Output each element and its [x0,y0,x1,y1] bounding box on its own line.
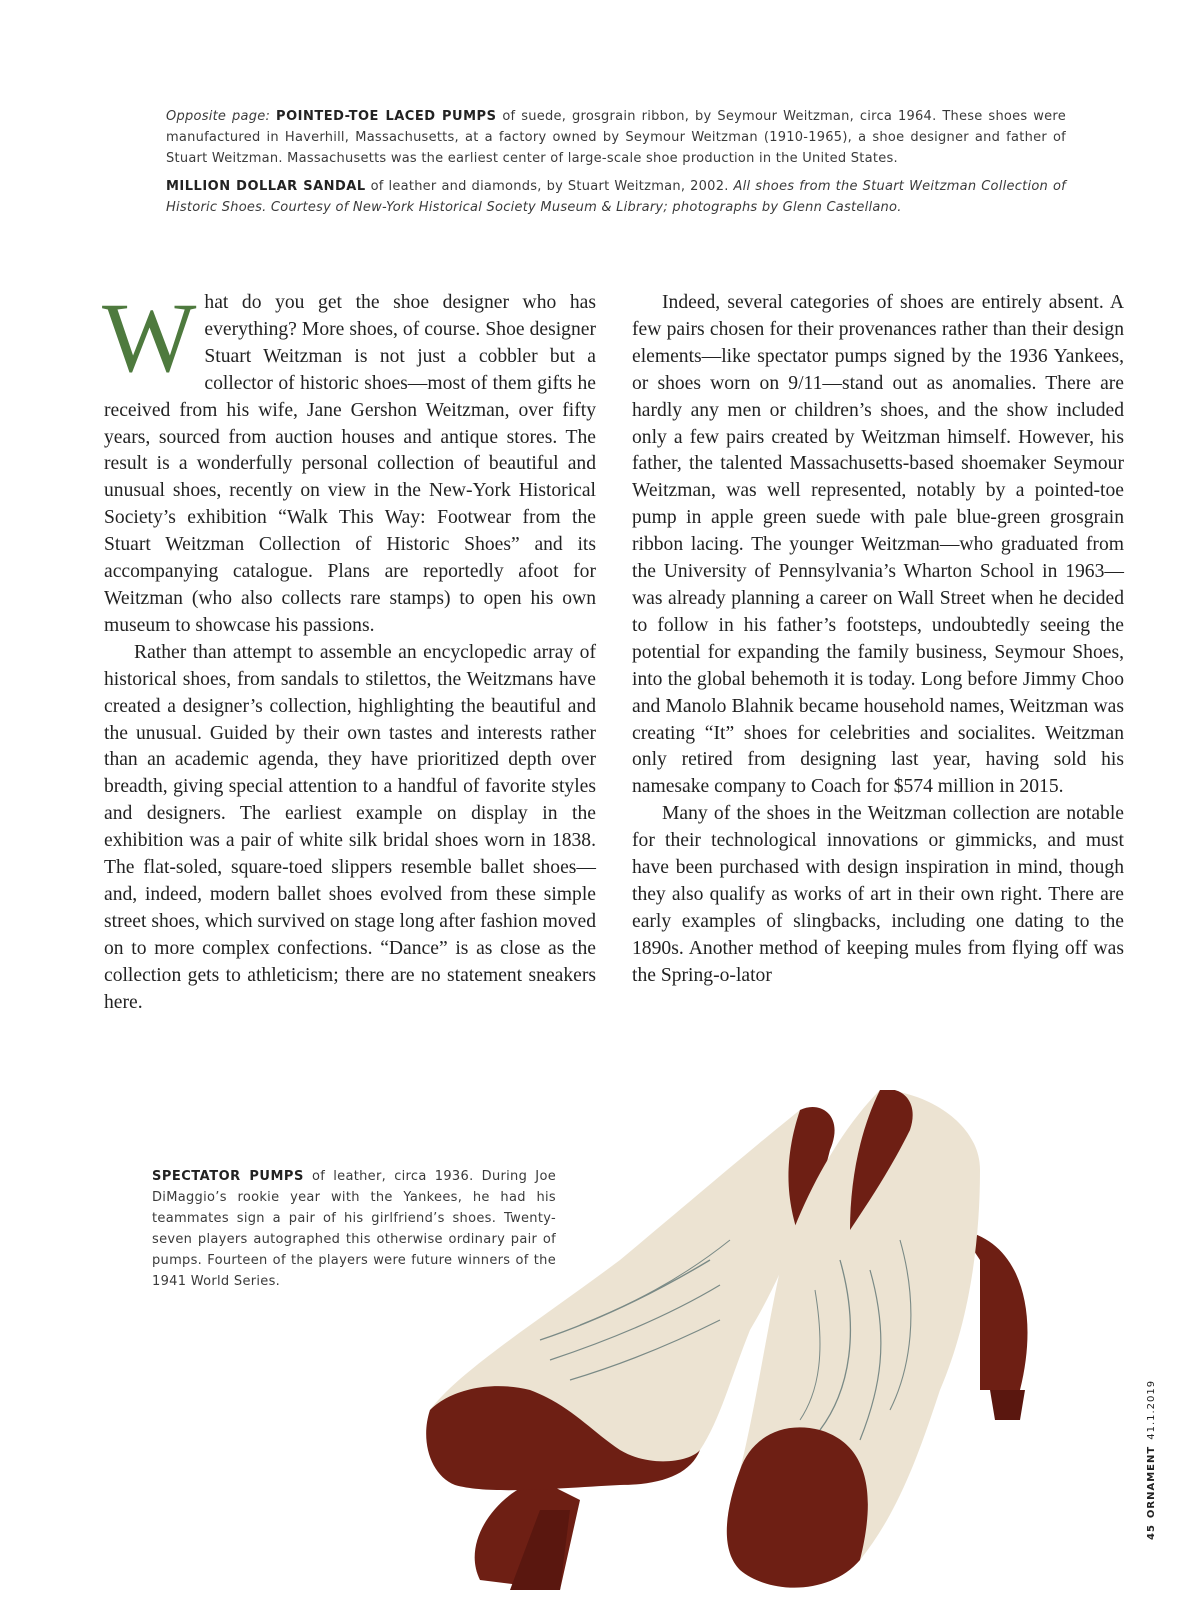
article-paragraph-3: Indeed, several categories of shoes are entirely absent. A few pairs chosen for their provenances rather than their design elements—like spectator pumps signed by the 1936 Yankees, or shoes worn on 9/11—stand out as anomalies. There are hardly any men or children’s shoes, and the show included only a few pairs created by Weitzman himself. However, his father, the talented Massachusetts-based shoemaker Seymour Weitzman, was well represented, notably by a pointed-toe pump in apple green suede with pale blue-green grosgrain ribbon lacing. The younger Weitzman—who graduated from the University of Pennsylvania’s Wharton School in 1963—was already planning a career on Wall Street when he decided to follow in his father’s footsteps, undoubtedly seeing the potential for expanding the family business, Seymour Shoes, into the global behemoth it is today. Long before Jimmy Choo and Manolo Blahnik became household names, Weitzman was creating “It” shoes for celebrities and socialites. Weitzman only retired from designing last year, having sold his namesake company to Coach for $574 million in 2015. [632,292,1124,798]
pumps-text: of suede, grosgrain ribbon, by Seymour Weitzman, circa 1964. These shoes were manufactured in Haverhill, Massachusetts, at a factory owned by Seymour Weitzman (1910-1965), a shoe designer and father of Stuart Weitzman. Massachusetts was the earliest center of large-scale shoe production in the United States. [166,109,1066,166]
photo-credit: All shoes from the Stuart Weitzman Collection of Historic Shoes. Courtesy of New-York Historical Society Museum & Library; photographs by Glenn Castellano. [166,179,1066,215]
page-number: 45 [1146,1524,1157,1540]
paragraph-1-text: hat do you get the shoe designer who has everything? More shoes, of course. Shoe designer Stuart Weitzman is not just a cobbler but a collector of historic shoes—most of them gifts he received from his wife, Jane Gershon Weitzman, over fifty years, sourced from auction houses and antique stores. The result is a wonderfully personal collection of beautiful and unusual shoes, recently on view in the New-York Historical Society’s exhibition “Walk This Way: Footwear from the Stuart Weitzman Collection of Historic Shoes” and its accompanying catalogue. Plans are reportedly afoot for Weitzman (who also collects rare stamps) to open his own museum to showcase his passions. [104,292,596,636]
sandal-text: of leather and diamonds, by Stuart Weitzman, 2002. [365,179,734,194]
pumps-lead: POINTED-TOE LACED PUMPS [276,109,497,124]
magazine-name: ORNAMENT [1146,1445,1157,1519]
spectator-text: of leather, circa 1936. During Joe DiMaggio’s rookie year with the Yankees, he had his teammates sign a pair of his girlfriend’s shoes. Twenty-seven players autographed this otherwise ordinary pair of pumps. Fourteen of the players were future winners of the 1941 World Series. [152,1169,556,1289]
page-folio [1146,1380,1157,1540]
spectator-lead: SPECTATOR PUMPS [152,1169,304,1184]
drop-cap: W [102,282,197,393]
spectator-pumps-photo [420,1090,1140,1600]
article-paragraph-1 [102,282,596,640]
article-column-left [102,282,596,1016]
pumps-caption [166,106,1066,169]
article-column-right [632,290,1124,990]
article-paragraph-4: Many of the shoes in the Weitzman collection are notable for their technological innovations or gimmicks, and must have been purchased with design inspiration in mind, though they also qualify as works of art in their own right. There are early examples of slingbacks, including one dating to the 1890s. Another method of keeping mules from flying off was the Spring-o-lator [632,803,1124,986]
sandal-caption [166,176,1066,218]
article-paragraph-2: Rather than attempt to assemble an encyclopedic array of historical shoes, from sandals to stilettos, the Weitzmans have created a designer’s collection, highlighting the beautiful and the unusual. Guided by their own tastes and interests rather than an academic agenda, they have prioritized depth over breadth, giving special attention to a handful of favorite styles and designers. The earliest example on display in the exhibition was a pair of white silk bridal shoes worn in 1838. The flat-soled, square-toed slippers resemble ballet shoes—and, indeed, modern ballet shoes evolved from these simple street shoes, which survived on stage long after fashion moved on to more complex confections. “Dance” is as close as the collection gets to athleticism; there are no statement sneakers here. [104,641,596,1013]
issue-number: 41.1.2019 [1146,1379,1157,1440]
top-photo-caption [166,106,1066,225]
opposite-page-label: Opposite page: [166,109,277,124]
sandal-lead: MILLION DOLLAR SANDAL [166,179,366,194]
